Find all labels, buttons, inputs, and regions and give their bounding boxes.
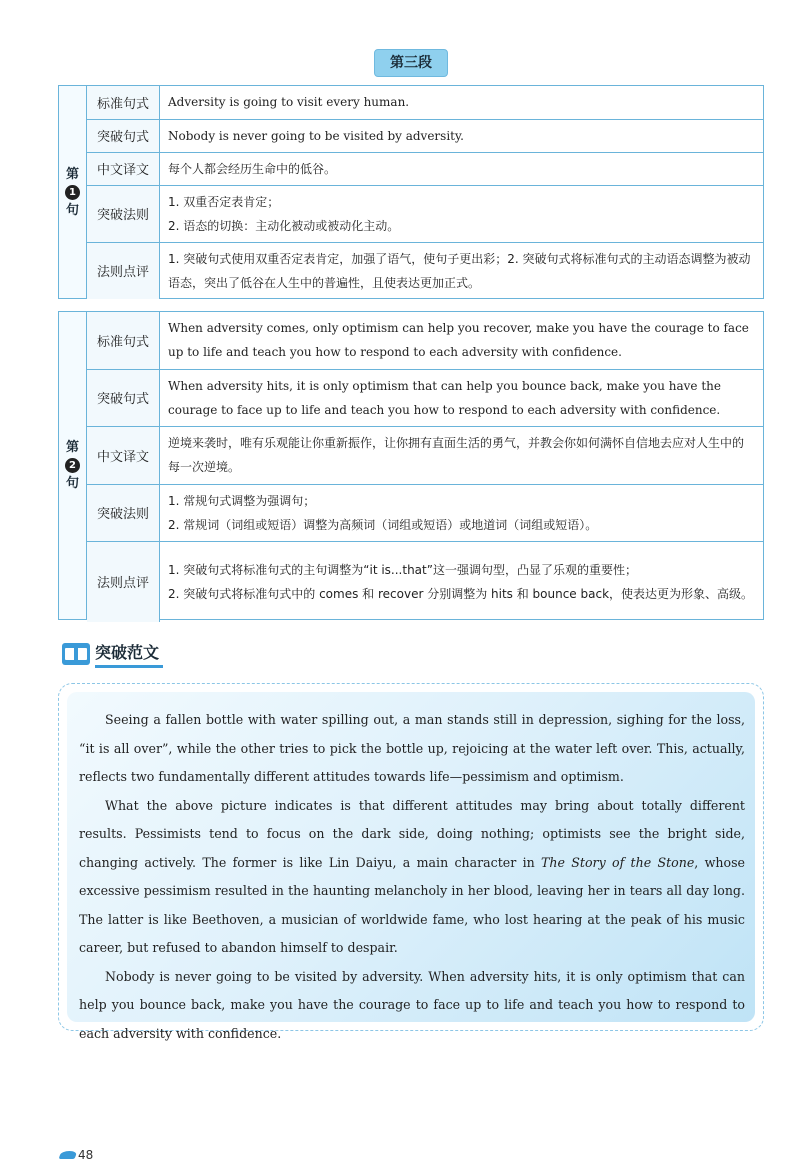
section-title: 第三段 [374,49,448,77]
sentence-1-label [59,86,87,298]
row-value: Adversity is going to visit every human. [160,86,764,119]
essay-content [67,692,755,1041]
leaf-icon [59,1151,78,1159]
row-key: 标准句式 [87,86,160,119]
row-key: 中文译文 [87,426,160,484]
table-row [87,185,763,242]
book-title: The Story of the Stone [541,854,695,870]
row-value: 1. 突破句式使用双重否定表肯定，加强了语气，使句子更出彩；2. 突破句式将标准句式的主动语态调整为被动语态，突出了低谷在人生中的普遍性，且使表达更加正式。 [160,242,764,299]
sentence-2-table [87,312,763,622]
row-value: 每个人都会经历生命中的低谷。 [160,152,764,185]
book-icon [62,643,90,665]
table-row [87,369,763,426]
page-footer [60,1148,93,1162]
row-value [160,541,764,622]
rule-line: 2. 语态的切换：主动化被动或被动化主动。 [168,218,400,233]
row-key: 突破句式 [87,119,160,152]
page-number: 48 [78,1148,94,1162]
essay-box [58,683,764,1041]
row-value: When adversity comes, only optimism can help you recover, make you have the courage to face up to life and teach you how to respond to each adversity with confidence. [160,312,764,369]
comment-line: 1. 突破句式将标准句式的主句调整为“it is...that”这一强调句型，凸显了乐观的重要性； [168,562,637,577]
row-key: 中文译文 [87,152,160,185]
sentence-2-label [59,312,87,619]
label-suffix: 句 [65,202,79,218]
row-value: Nobody is never going to be visited by adversity. [160,119,764,152]
rule-line: 2. 常规词（词组或短语）调整为高频词（词组或短语）或地道词（词组或短语）。 [168,517,598,532]
table-row [87,484,763,541]
rule-line: 1. 双重否定表肯定； [168,194,280,209]
paragraph-text: What the above picture indicates is that different attitudes may bring about totally different results. Pessimists tend to focus on the dark side, doing nothing; optimists see the bright side, changing actively. The former is like Lin Daiyu, a main character in [79,797,745,870]
essay-paragraph-3: Nobody is never going to be visited by adversity. When adversity hits, it is only optimism that can help you bounce back, make you have the courage to face up to life and teach you how to respond to each adversity with confidence. [79,968,745,1041]
table-row [87,541,763,622]
essay-paragraph-2 [79,792,745,963]
row-key: 法则点评 [87,541,160,622]
label-prefix: 第 [65,440,79,455]
row-key: 标准句式 [87,312,160,369]
row-key: 突破句式 [87,369,160,426]
essay-paragraph-1: Seeing a fallen bottle with water spilling out, a man stands still in depression, sighing for the loss, “it is all over”, while the other tries to pick the bottle up, rejoicing at the water left over. This, actually, reflects two fundamentally different attitudes towards life—pessimism and optimism. [79,712,745,784]
paragraph-text: , whose excessive pessimism resulted in the haunting melancholy in her blood, leaving her in tears all day long. The latter is like Beethoven, a musician of worldwide fame, who lost hearing at the peak of his music career, but refused to abandon himself to despair. [79,854,745,955]
table-row [87,312,763,369]
label-prefix: 第 [65,166,79,182]
essay-header [62,641,163,667]
row-key: 突破法则 [87,185,160,242]
sentence-1-block [58,85,764,299]
number-badge: 2 [65,458,80,473]
row-value: 逆境来袭时，唯有乐观能让你重新振作，让你拥有直面生活的勇气，并教会你如何满怀自信地去应对人生中的每一次逆境。 [160,426,764,484]
table-row [87,242,763,299]
comment-line: 2. 突破句式将标准句式中的 comes 和 recover 分别调整为 hits 和 bounce back，使表达更为形象、高级。 [168,586,754,601]
row-value [160,484,764,541]
row-key: 法则点评 [87,242,160,299]
rule-line: 1. 常规句式调整为强调句； [168,493,316,508]
table-row [87,152,763,185]
sentence-1-table [87,86,763,299]
label-suffix: 句 [65,476,79,491]
table-row [87,119,763,152]
row-value: When adversity hits, it is only optimism that can help you bounce back, make you have the courage to face up to life and teach you how to respond to each adversity with confidence. [160,369,764,426]
row-key: 突破法则 [87,484,160,541]
sentence-2-block [58,311,764,620]
row-value [160,185,764,242]
table-row [87,426,763,484]
essay-title: 突破范文 [95,640,163,668]
table-row [87,86,763,119]
number-badge: 1 [65,185,80,200]
